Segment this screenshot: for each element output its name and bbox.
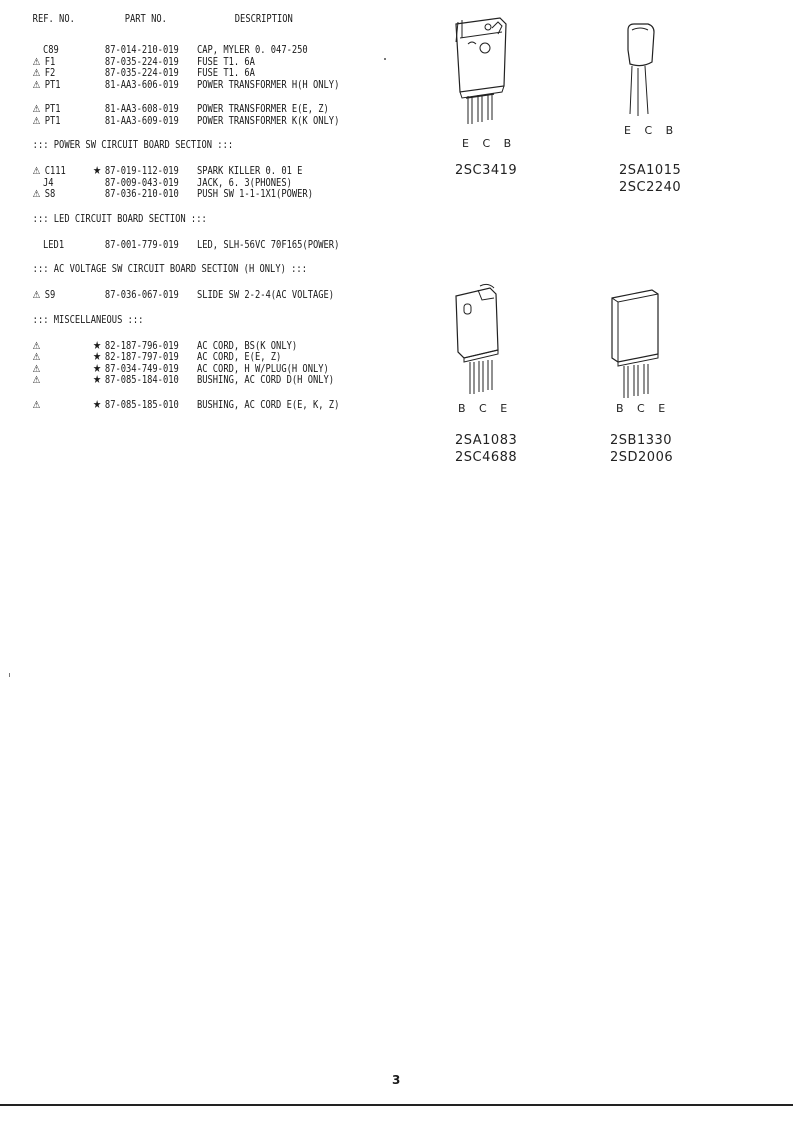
model-name: 2SB1330 bbox=[610, 433, 673, 448]
safety-warning-icon: ⚠ bbox=[32, 399, 41, 411]
transistor-figure-2sa1083 bbox=[450, 282, 510, 402]
part-no: 87-085-185-010 bbox=[104, 399, 179, 411]
part-no: 87-009-043-019 bbox=[104, 177, 179, 189]
part-description: POWER TRANSFORMER H(H ONLY) bbox=[196, 79, 340, 91]
part-no: 82-187-797-019 bbox=[104, 352, 179, 363]
part-description: PUSH SW 1-1-1X1(POWER) bbox=[196, 189, 313, 200]
part-description: CAP, MYLER 0. 047-250 bbox=[196, 45, 308, 56]
safety-warning-icon: ⚠ bbox=[32, 166, 41, 177]
safety-warning-icon: ⚠ bbox=[32, 104, 41, 115]
section-heading: ::: LED CIRCUIT BOARD SECTION ::: bbox=[32, 213, 207, 225]
ref-no: F1 bbox=[44, 56, 56, 68]
ref-no: PT1 bbox=[44, 79, 61, 91]
model-name: 2SA1083 bbox=[455, 433, 518, 448]
safety-warning-icon: ⚠ bbox=[32, 79, 41, 91]
part-no: 81-AA3-606-019 bbox=[104, 79, 179, 91]
part-no: 81-AA3-608-019 bbox=[104, 104, 179, 115]
model-name: 2SC2240 bbox=[619, 180, 682, 195]
transistor-to220f-icon bbox=[450, 282, 510, 402]
part-no: 87-034-749-019 bbox=[104, 363, 179, 375]
transistor-figure-2sa1015 bbox=[620, 22, 660, 122]
section-heading: ::: MISCELLANEOUS ::: bbox=[32, 314, 144, 326]
star-mark-icon: ★ bbox=[92, 164, 102, 177]
pin-labels-2sa1083: B C E bbox=[458, 402, 513, 415]
safety-warning-icon: ⚠ bbox=[32, 290, 41, 301]
footer-rule bbox=[0, 1104, 793, 1106]
part-no: 87-019-112-019 bbox=[104, 166, 179, 177]
transistor-to92-icon bbox=[620, 22, 660, 122]
ref-no: PT1 bbox=[44, 115, 61, 127]
part-description: SLIDE SW 2-2-4(AC VOLTAGE) bbox=[196, 290, 335, 301]
model-list-2sa1015 bbox=[619, 162, 681, 196]
part-no: 81-AA3-609-019 bbox=[104, 115, 179, 127]
transistor-to3p-icon bbox=[448, 14, 518, 134]
ref-no: LED1 bbox=[43, 239, 65, 251]
transistor-figure-2sc3419 bbox=[448, 14, 518, 134]
page-number: 3 bbox=[392, 1073, 401, 1087]
part-no: 87-085-184-010 bbox=[104, 375, 179, 386]
part-description: FUSE T1. 6A bbox=[196, 56, 255, 68]
ref-no: S8 bbox=[44, 189, 56, 200]
pin-labels-2sb1330: B C E bbox=[616, 402, 671, 415]
star-mark-icon: ★ bbox=[92, 373, 102, 386]
part-no: 87-035-224-019 bbox=[104, 56, 179, 68]
safety-warning-icon: ⚠ bbox=[32, 68, 41, 79]
safety-warning-icon: ⚠ bbox=[32, 375, 41, 386]
part-description: POWER TRANSFORMER K(K ONLY) bbox=[196, 115, 340, 127]
model-list-2sa1083 bbox=[455, 432, 517, 466]
safety-warning-icon: ⚠ bbox=[32, 189, 41, 200]
model-name: 2SC4688 bbox=[455, 450, 518, 465]
ref-no: C111 bbox=[44, 166, 66, 177]
safety-warning-icon: ⚠ bbox=[32, 56, 41, 68]
transistor-figure-2sb1330 bbox=[608, 286, 668, 406]
part-description: AC CORD, BS(K ONLY) bbox=[196, 340, 298, 352]
header-description: DESCRIPTION bbox=[234, 14, 293, 25]
part-no: 87-014-210-019 bbox=[104, 45, 179, 56]
transistor-to126-icon bbox=[608, 286, 668, 406]
star-mark-icon: ★ bbox=[92, 361, 102, 375]
part-no: 87-036-067-019 bbox=[104, 290, 179, 301]
part-description: LED, SLH-56VC 70F165(POWER) bbox=[196, 239, 340, 251]
ref-no: F2 bbox=[44, 68, 56, 79]
model-name: 2SA1015 bbox=[619, 163, 682, 178]
part-description: POWER TRANSFORMER E(E, Z) bbox=[196, 104, 329, 115]
model-name: 2SD2006 bbox=[610, 450, 674, 465]
scan-speck bbox=[9, 673, 10, 677]
section-heading: ::: AC VOLTAGE SW CIRCUIT BOARD SECTION (H ONLY) ::: bbox=[32, 264, 307, 275]
part-description: AC CORD, H W/PLUG(H ONLY) bbox=[196, 363, 329, 375]
ref-no: C89 bbox=[43, 45, 59, 56]
pin-labels-2sa1015: E C B bbox=[624, 124, 679, 137]
part-no: 87-001-779-019 bbox=[104, 239, 179, 251]
part-description: AC CORD, E(E, Z) bbox=[196, 352, 282, 363]
part-no: 87-035-224-019 bbox=[104, 68, 179, 79]
ref-no: J4 bbox=[43, 177, 54, 189]
star-mark-icon: ★ bbox=[92, 350, 102, 363]
model-list-2sc3419 bbox=[455, 162, 517, 179]
header-part-no: PART NO. bbox=[124, 14, 167, 25]
part-description: FUSE T1. 6A bbox=[196, 68, 255, 79]
scan-speck bbox=[384, 58, 386, 60]
model-list-2sb1330 bbox=[610, 432, 673, 466]
safety-warning-icon: ⚠ bbox=[32, 352, 41, 363]
part-description: BUSHING, AC CORD E(E, K, Z) bbox=[196, 399, 340, 411]
star-mark-icon: ★ bbox=[92, 338, 102, 352]
model-name: 2SC3419 bbox=[455, 163, 518, 178]
star-mark-icon: ★ bbox=[92, 397, 102, 411]
safety-warning-icon: ⚠ bbox=[32, 363, 41, 375]
part-description: BUSHING, AC CORD D(H ONLY) bbox=[196, 375, 335, 386]
pin-labels-2sc3419: E C B bbox=[462, 137, 517, 150]
part-no: 82-187-796-019 bbox=[104, 340, 179, 352]
safety-warning-icon: ⚠ bbox=[32, 115, 41, 127]
section-heading: ::: POWER SW CIRCUIT BOARD SECTION ::: bbox=[32, 140, 234, 151]
header-ref-no: REF. NO. bbox=[32, 14, 75, 25]
ref-no: S9 bbox=[44, 290, 56, 301]
part-description: JACK, 6. 3(PHONES) bbox=[196, 177, 292, 189]
safety-warning-icon: ⚠ bbox=[32, 340, 41, 352]
ref-no: PT1 bbox=[44, 104, 61, 115]
part-description: SPARK KILLER 0. 01 E bbox=[196, 166, 303, 177]
part-no: 87-036-210-010 bbox=[104, 189, 179, 200]
